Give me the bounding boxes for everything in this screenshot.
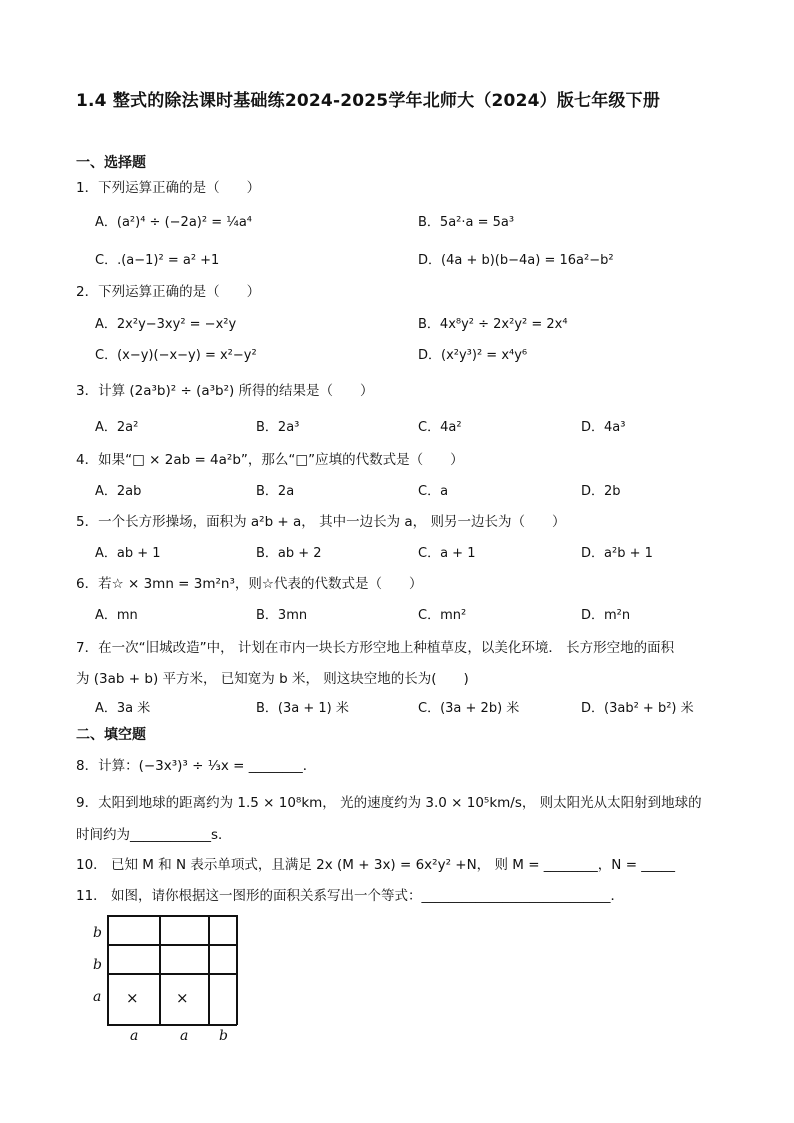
q4-option-d: D．2b xyxy=(581,484,621,499)
q5-stem: 5．一个长方形操场，面积为 a²b + a， 其中一边长为 a， 则另一边长为（ ） xyxy=(76,514,566,530)
row-label: b xyxy=(93,925,102,941)
q3-option-b: B．2a³ xyxy=(256,420,300,435)
col-label: a xyxy=(130,1028,139,1044)
q9-stem-line1: 9．太阳到地球的距离约为 1.5 × 10⁸km， 光的速度约为 3.0 × 10⁵km/s， 则太阳光从太阳射到地球的 xyxy=(76,795,702,811)
q6-option-c: C．mn² xyxy=(418,608,467,623)
q7-option-c: C．(3a + 2b) 米 xyxy=(418,701,520,716)
q3-option-c: C．4a² xyxy=(418,420,462,435)
q7-stem-line1: 7．在一次“旧城改造”中， 计划在市内一块长方形空地上种植草皮，以美化环境． 长方形空地的面积 xyxy=(76,640,675,656)
q8-stem: 8．计算：(−3x³)³ ÷ ⅓x = ________． xyxy=(76,758,317,774)
q9-stem-line2: 时间约为____________s． xyxy=(76,827,232,843)
q7-option-d: D．(3ab² + b²) 米 xyxy=(581,701,694,716)
q2-stem: 2．下列运算正确的是（ ） xyxy=(76,284,261,300)
q4-option-b: B．2a xyxy=(256,484,295,499)
grid-hline xyxy=(107,1024,237,1026)
grid-vline xyxy=(107,915,109,1025)
q3-option-a: A．2a² xyxy=(95,420,139,435)
q1-stem: 1．下列运算正确的是（ ） xyxy=(76,180,261,196)
q6-stem: 6．若☆ × 3mn = 3m²n³，则☆代表的代数式是（ ） xyxy=(76,576,423,592)
q5-option-b: B．ab + 2 xyxy=(256,546,322,561)
q6-option-d: D．m²n xyxy=(581,608,631,623)
q10-stem: 10． 已知 M 和 N 表示单项式，且满足 2x (M + 3x) = 6x²y² +N， 则 M = ________，N = _____ xyxy=(76,857,676,873)
q1-option-d: D．(4a + b)(b−4a) = 16a²−b² xyxy=(418,253,614,268)
q5-option-c: C．a + 1 xyxy=(418,546,476,561)
q2-option-a: A．2x²y−3xy² = −x²y xyxy=(95,317,237,332)
q2-option-c: C．(x−y)(−x−y) = x²−y² xyxy=(95,348,257,363)
grid-vline xyxy=(159,915,161,1025)
grid-hline xyxy=(107,944,237,946)
q5-option-d: D．a²b + 1 xyxy=(581,546,653,561)
grid-hline xyxy=(107,973,237,975)
cross-mark: × xyxy=(126,989,139,1007)
section-choice: 一、选择题 xyxy=(76,155,146,171)
page-title: 1.4 整式的除法课时基础练2024-2025学年北师大（2024）版七年级下册 xyxy=(76,91,661,111)
q1-option-c: C．.(a−1)² = a² +1 xyxy=(95,253,220,268)
q4-option-a: A．2ab xyxy=(95,484,142,499)
q6-option-a: A．mn xyxy=(95,608,138,623)
grid-vline xyxy=(236,915,238,1025)
grid-vline xyxy=(208,915,210,1025)
col-label: b xyxy=(219,1028,228,1044)
q4-option-c: C．a xyxy=(418,484,449,499)
row-label: a xyxy=(93,989,102,1005)
q2-option-d: D．(x²y³)² = x⁴y⁶ xyxy=(418,348,528,363)
q5-option-a: A．ab + 1 xyxy=(95,546,161,561)
col-label: a xyxy=(180,1028,189,1044)
cross-mark: × xyxy=(176,989,189,1007)
section-fill: 二、填空题 xyxy=(76,727,146,743)
q7-option-a: A．3a 米 xyxy=(95,701,151,716)
q4-stem: 4．如果“□ × 2ab = 4a²b”，那么“□”应填的代数式是（ ） xyxy=(76,452,464,468)
q3-option-d: D．4a³ xyxy=(581,420,626,435)
grid-hline xyxy=(107,915,237,917)
q6-option-b: B．3mn xyxy=(256,608,308,623)
q11-stem: 11． 如图，请你根据这一图形的面积关系写出一个等式：____________________________． xyxy=(76,888,624,904)
q1-option-a: A．(a²)⁴ ÷ (−2a)² = ¼a⁴ xyxy=(95,215,253,230)
q7-option-b: B．(3a + 1) 米 xyxy=(256,701,349,716)
q7-stem-line2: 为 (3ab + b) 平方米， 已知宽为 b 米， 则这块空地的长为( ) xyxy=(76,671,469,687)
q1-option-b: B．5a²·a = 5a³ xyxy=(418,215,515,230)
q3-stem: 3．计算 (2a³b)² ÷ (a³b²) 所得的结果是（ ） xyxy=(76,383,374,399)
row-label: b xyxy=(93,957,102,973)
q2-option-b: B．4x⁸y² ÷ 2x²y² = 2x⁴ xyxy=(418,317,568,332)
